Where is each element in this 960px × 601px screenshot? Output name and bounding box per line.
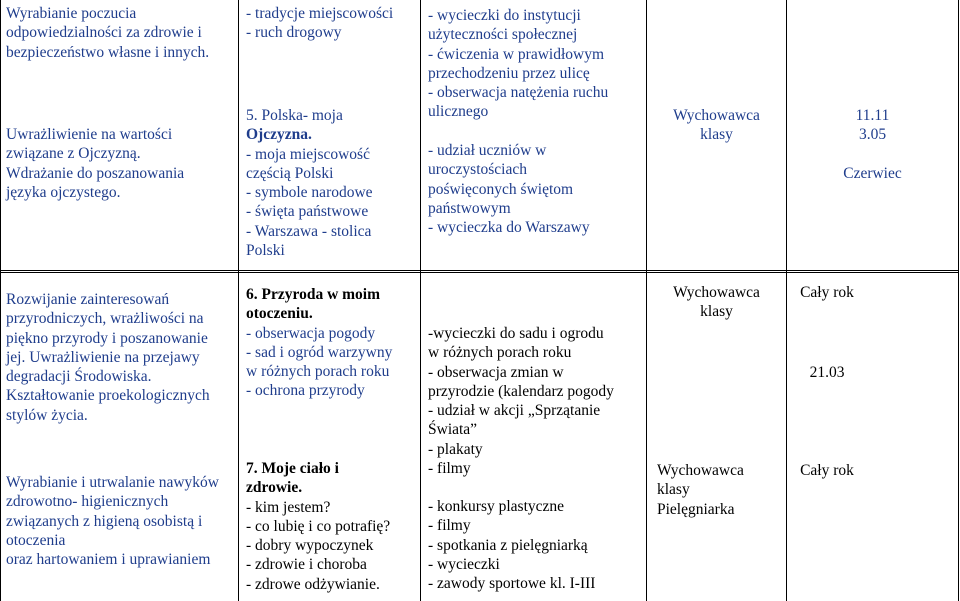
form-line: - filmy (428, 460, 471, 478)
content-title: otoczeniu. (246, 305, 313, 323)
goal-line: oraz hartowaniem i uprawianiem (6, 551, 211, 569)
goal-line: jej. Uwrażliwienie na przejawy (6, 348, 200, 366)
table-border-left (0, 0, 1, 601)
content-line: - obserwacja pogody (246, 324, 376, 342)
form-line: - filmy (428, 517, 471, 535)
content-title: 6. Przyroda w moim (246, 286, 381, 303)
form-line: - plakaty (428, 440, 483, 458)
goal-line: otoczenia (6, 531, 66, 549)
goal-line: zdrowotno- higienicznych (6, 493, 169, 511)
column-divider (420, 0, 421, 601)
form-line: - zawody sportowe kl. I-III (428, 575, 596, 593)
form-line: - spotkania z pielęgniarką (428, 536, 588, 554)
row1-responsible-cell (647, 106, 786, 145)
form-line: w różnych porach roku (428, 344, 572, 362)
row-divider (0, 270, 959, 271)
form-line: - wycieczki (428, 555, 500, 573)
content-line: - zdrowie i choroba (246, 556, 367, 574)
date-line: 21.03 (809, 364, 845, 381)
content-line: - tradycje miejscowości (246, 5, 394, 22)
form-line: - wycieczki do instytucji (428, 7, 581, 24)
goal-line: stylów życia. (6, 406, 88, 424)
responsible-line: Wychowawca (673, 284, 760, 301)
row1-content-cell (246, 4, 393, 43)
content-line: - kim jestem? (246, 498, 331, 516)
row2-date-cell-3 (787, 461, 867, 480)
row2-goals-cell-2 (6, 473, 219, 569)
row1-date-cell (787, 106, 958, 183)
goal-line: związanych z higieną osobistą i (6, 512, 203, 530)
content-line: częścią Polski (246, 164, 334, 182)
goal-line: Wyrabianie poczucia (6, 5, 137, 22)
goal-line: Wdrażanie do poszanowania (6, 164, 185, 182)
content-line: - Warszawa - stolica (246, 222, 372, 240)
form-line: - obserwacja zmian w (428, 363, 564, 381)
goal-line: piękno przyrody i poszanowanie (6, 329, 208, 347)
content-line: - zdrowe odżywianie. (246, 575, 380, 593)
responsible-line: Pielęgniarka (657, 500, 735, 518)
row1-goals-cell (6, 4, 209, 62)
content-line: - co lubię i co potrafię? (246, 517, 391, 535)
table-border-right (958, 0, 959, 601)
goal-line: Uwrażliwienie na wartości (6, 126, 173, 143)
date-line: Cały rok (800, 284, 854, 301)
form-line: przyrodzie (kalendarz pogody (428, 382, 614, 400)
row2-goals-cell (6, 290, 210, 425)
goal-line: odpowiedzialności za zdrowie i (6, 24, 202, 42)
content-title: Ojczyzna. (246, 126, 312, 144)
column-divider (238, 0, 239, 601)
content-title: 7. Moje ciało i (246, 460, 339, 477)
date-line: Cały rok (800, 462, 854, 479)
goal-line: języka ojczystego. (6, 183, 121, 201)
responsible-line: klasy (700, 303, 733, 321)
row2-responsible-cell (647, 283, 786, 322)
form-line: Świata” (428, 421, 478, 439)
responsible-line: klasy (700, 126, 733, 144)
date-line: Czerwiec (843, 164, 902, 182)
content-line: - symbole narodowe (246, 184, 373, 202)
row2-responsible-cell-2 (657, 461, 744, 519)
responsible-line: Wychowawca (673, 107, 760, 124)
row-divider (0, 272, 959, 273)
content-line: - sad i ogród warzywny (246, 343, 393, 361)
form-line: - konkursy plastyczne (428, 498, 565, 515)
content-line: - ruch drogowy (246, 24, 342, 42)
date-line: 3.05 (858, 126, 887, 144)
row2-date-cell-2 (787, 363, 867, 382)
goal-line: Rozwijanie zainteresowań (6, 291, 170, 308)
form-line: państwowym (428, 199, 511, 217)
content-line: - ochrona przyrody (246, 382, 365, 400)
content-line: w różnych porach roku (246, 363, 390, 381)
row2-forms-cell-2 (428, 497, 595, 593)
row1-content-cell-2 (246, 106, 373, 260)
goal-line: Wyrabianie i utrwalanie nawyków (6, 474, 219, 491)
responsible-line: Wychowawca (657, 462, 744, 479)
row2-content-cell (246, 285, 392, 401)
content-line: - dobry wypoczynek (246, 537, 374, 555)
form-line: - obserwacja natężenia ruchu (428, 84, 609, 102)
date-line: 11.11 (855, 107, 890, 124)
goal-line: przyrodniczych, wrażliwości na (6, 310, 204, 328)
content-line: - moja miejscowość (246, 145, 370, 163)
form-line: - wycieczka do Warszawy (428, 219, 590, 237)
form-line: poświęconych świętom (428, 180, 574, 198)
form-line: ulicznego (428, 103, 489, 121)
form-line: użyteczności społecznej (428, 26, 578, 44)
row2-forms-cell (428, 324, 614, 478)
content-title: zdrowie. (246, 479, 303, 497)
form-line: - ćwiczenia w prawidłowym (428, 45, 605, 63)
content-line: - święta państwowe (246, 203, 369, 221)
row1-goals-cell-2 (6, 125, 184, 202)
goal-line: degradacji Środowiska. (6, 368, 152, 386)
form-line: uroczystościach (428, 161, 527, 179)
goal-line: bezpieczeństwo własne i innych. (6, 43, 210, 61)
form-line: przechodzeniu przez ulicę (428, 64, 590, 82)
row2-date-cell (787, 283, 867, 302)
form-line: - udział w akcji „Sprzątanie (428, 402, 601, 420)
responsible-line: klasy (657, 481, 690, 499)
form-line: - udział uczniów w (428, 142, 547, 160)
goal-line: związane z Ojczyzną. (6, 145, 141, 163)
content-title: 5. Polska- moja (246, 107, 343, 124)
form-line: -wycieczki do sadu i ogrodu (428, 325, 604, 342)
row1-forms-cell (428, 6, 608, 238)
row2-content-cell-2 (246, 459, 390, 594)
content-line: Polski (246, 242, 285, 260)
goal-line: Kształtowanie proekologicznych (6, 387, 210, 405)
